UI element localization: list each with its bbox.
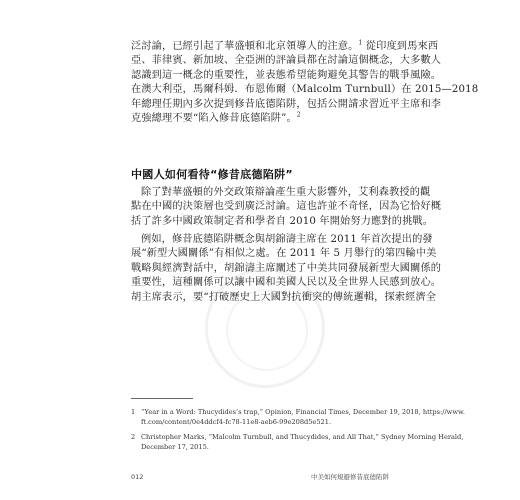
footnote-number: 2: [131, 433, 136, 442]
footnote-line: December 17, 2015.: [141, 442, 209, 451]
paragraph-1: [131, 39, 479, 126]
paragraph-line: 在澳大利亞，馬爾科姆．布恩佈爾（Malcolm Turnbull）在 2015—2018: [131, 84, 479, 96]
paragraph-line: 重要性，這種關係可以讓中國和美國人民以及全世界人民感到放心。: [131, 277, 442, 289]
section-heading: 中國人如何看待“修昔底德陷阱”: [131, 168, 293, 181]
paragraph-line: 例如，修昔底德陷阱概念與胡錦濤主席在 2011 年首次提出的發: [141, 234, 433, 245]
paragraph-line: 展“新型大國關係”有相似之處。在 2011 年 5 月舉行的第四輪中美: [131, 248, 437, 260]
running-title: 中美如何規避修昔底德陷阱: [311, 473, 389, 481]
footnotes: [131, 408, 465, 458]
line-text: 克強總理不要“陷入修昔底德陷阱”。: [131, 113, 297, 125]
line-tail: 從印度到馬來西: [365, 41, 439, 52]
paragraph-line: 胡主席表示，要“打破歷史上大國對抗衝突的傳統邏輯，探索經濟全: [131, 291, 437, 303]
footnote-line: Christopher Marks, “Malcolm Turnbull, and Thucydides, and All That,” Sydney Morning Herald,: [141, 433, 464, 442]
paragraph-line: 認識到這一概念的重要性，並表態希望能夠避免其警告的戰爭風險。: [131, 69, 442, 81]
paragraph-line: 亞、菲律賓、新加坡、全亞洲的評論員都在討論這個概念，大多數人: [131, 55, 442, 67]
footnote-1: [131, 408, 465, 427]
paragraph-line: 戰略與經濟對話中，胡錦濤主席闡述了中美共同發展新型大國關係的: [131, 262, 442, 274]
footnote-line: ft.com/content/0e4ddcf4-fc78-11e8-aeb6-99e208d5e521.: [141, 417, 332, 426]
footnote-divider: [131, 398, 193, 399]
paragraph-line: 年總理任期內多次提到修昔底德陷阱，包括公開請求習近平主席和李: [131, 98, 442, 110]
footnote-number: 1: [131, 408, 136, 416]
footnote-line: “Year in a Word: Thucydides’s trap,” Opinion, Financial Times, December 19, 2018, https://www.: [141, 408, 465, 416]
paragraph-line: 除了對華盛頓的外交政策辯論產生重大影響外，艾利森教授的觀: [141, 187, 431, 198]
footnote-2: [131, 433, 464, 452]
paragraph-2: [131, 186, 442, 229]
paragraph-line: 括了許多中國政策制定者和學者自 2010 年開始努力應對的挑戰。: [131, 215, 434, 227]
footnote-ref: 1: [358, 39, 363, 47]
page-number: 012: [131, 473, 144, 481]
paragraph-line: 點在中國的決策層也受到廣泛討論。這也許並不奇怪，因為它恰好概: [131, 201, 442, 213]
paragraph-line: [131, 112, 389, 126]
paragraph-line: [131, 39, 439, 54]
line-text: 泛討論，已經引起了華盛頓和北京領導人的注意。: [131, 41, 359, 52]
footnote-ref: 2: [296, 111, 301, 119]
paragraph-3: [131, 233, 442, 305]
